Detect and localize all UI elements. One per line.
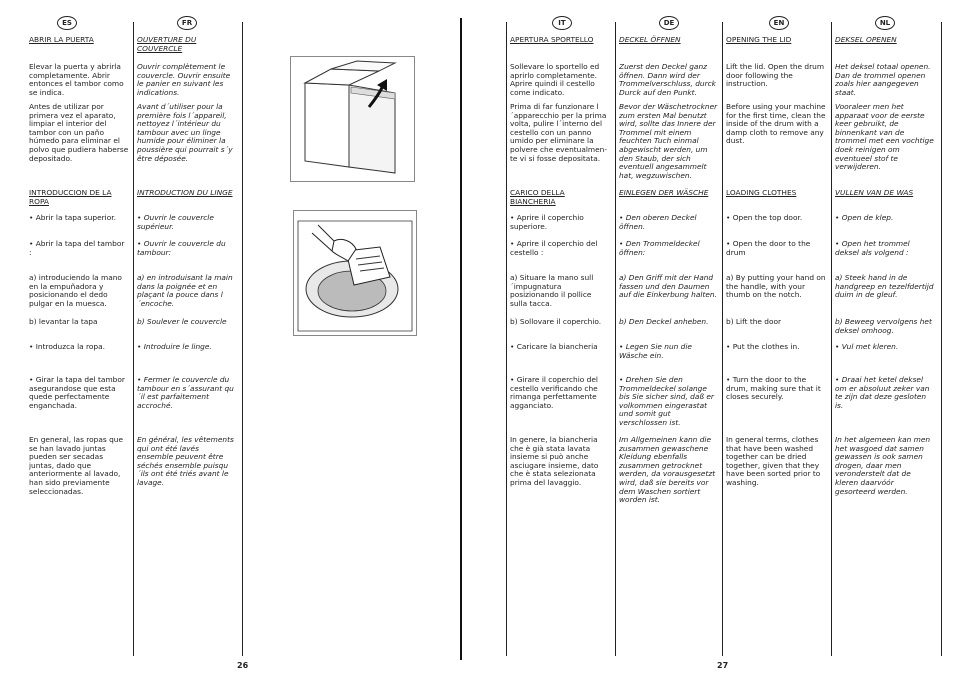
section-heading: OUVERTURE DU COUVERCLE bbox=[137, 35, 197, 53]
instruction-text: • Open het trommel deksel als volgend : bbox=[835, 239, 910, 257]
instruction-text: b) levantar la tapa bbox=[29, 317, 98, 326]
page-number-left: 26 bbox=[237, 661, 249, 670]
language-column bbox=[619, 0, 719, 660]
instruction-text: • Draai het ketel deksel om er absoluut zeker van te zijn dat deze gesloten is. bbox=[835, 375, 930, 410]
page-number-right: 27 bbox=[717, 661, 729, 670]
instruction-text: • Abrir la tapa del tambor : bbox=[29, 239, 125, 257]
section-heading: DECKEL ÖFFNEN bbox=[619, 35, 681, 44]
language-column bbox=[835, 0, 935, 660]
section-heading: LOADING CLOTHES bbox=[726, 188, 797, 197]
instruction-text: • Aprire il coperchio del cestello : bbox=[510, 239, 598, 257]
instruction-text: • Introduire le linge. bbox=[137, 342, 212, 351]
language-column bbox=[726, 0, 826, 660]
instruction-text: • Ouvrir le couvercle supérieur. bbox=[137, 213, 214, 231]
section-heading: ABRIR LA PUERTA bbox=[29, 35, 94, 44]
instruction-text: a) Steek hand in de handgreep en tezelfdertijd duim in de gleuf. bbox=[835, 273, 934, 300]
instruction-text: Before using your machine for the first time, clean the inside of the drum with a damp cloth to remove any dust. bbox=[726, 102, 826, 146]
language-badge: FR bbox=[177, 16, 197, 30]
language-column bbox=[137, 0, 237, 660]
section-heading: EINLEGEN DER WÄSCHE bbox=[619, 188, 709, 197]
instruction-text: b) Beweeg vervolgens het deksel omhoog. bbox=[835, 317, 932, 335]
lid-opening-illustration bbox=[290, 56, 415, 182]
instruction-text: Bevor der Wäschetrockner zum ersten Mal benutzt wird, sollte das Innere der Trommel mit einem feuchten Tuch einmal abgewischt werden, um den Staub, der sich eventuell angesammelt hat, wegzuwischen. bbox=[619, 102, 718, 180]
instruction-text: b) Sollovare il coperchio. bbox=[510, 317, 602, 326]
section-heading: CARICO DELLA BIANCHERIA bbox=[510, 188, 565, 206]
instruction-text: • Drehen Sie den Trommeldeckel solange bis Sie sicher sind, daß er volkommen eingerastat und somit gut verschlossen ist. bbox=[619, 375, 714, 427]
instruction-text: • Fermer le couvercle du tambour en s´assurant qu´il est parfaitement accroché. bbox=[137, 375, 234, 410]
instruction-text: Ouvrir complètement le couvercle. Ouvrir ensuite le panier en suivant les indications. bbox=[137, 62, 231, 97]
instruction-text: • Den oberen Deckel öffnen. bbox=[619, 213, 697, 231]
drum-hand-drawing bbox=[294, 211, 416, 335]
instruction-text: En général, les vêtements qui ont été lavés ensemble peuvent être séchés ensemble puisqu´ils ont été triés avant le lavage. bbox=[137, 435, 234, 487]
instruction-text: • Abrir la tapa superior. bbox=[29, 213, 116, 222]
language-badge: DE bbox=[659, 16, 679, 30]
instruction-text: Vooraleer men het apparaat voor de eerste keer gebruikt, de binnenkant van de trommel met een vochtige doek reinigen om eventueel stof te verwijderen. bbox=[835, 102, 934, 172]
column-divider bbox=[242, 22, 243, 656]
instruction-text: a) Den Griff mit der Hand fassen und den Daumen auf die Einkerbung halten. bbox=[619, 273, 717, 300]
language-column bbox=[29, 0, 129, 660]
section-heading: DEKSEL OPENEN bbox=[835, 35, 897, 44]
instruction-text: • Open the door to the drum bbox=[726, 239, 811, 257]
instruction-text: Lift the lid. Open the drum door following the instruction. bbox=[726, 62, 825, 89]
instruction-text: • Open de klep. bbox=[835, 213, 894, 222]
instruction-text: Prima di far funzionare l´apparecchio per la prima volta, pulire l´interno del cestello con un panno umido per eliminare la polvere che eventualmen-te vi si fosse depositata. bbox=[510, 102, 608, 163]
instruction-text: • Legen Sie nun die Wäsche ein. bbox=[619, 342, 692, 360]
column-divider bbox=[615, 22, 616, 656]
page-divider bbox=[460, 18, 462, 660]
instruction-text: • Girar la tapa del tambor asegurandose que esta quede perfectamente enganchada. bbox=[29, 375, 125, 410]
instruction-text: • Vul met kleren. bbox=[835, 342, 899, 351]
language-badge: IT bbox=[552, 16, 572, 30]
instruction-text: b) Soulever le couvercle bbox=[137, 317, 227, 326]
instruction-text: In het algemeen kan men het wasgoed dat samen gewassen is ook samen drogen, daar men veronderstelt dat de kleren daarvóór gesorteerd werden. bbox=[835, 435, 931, 496]
instruction-text: Avant d´utiliser pour la première fois l´appareil, nettoyez l´intérieur du tambour avec un linge humide pour éliminer la poussière qui pourrait s´y être déposée. bbox=[137, 102, 233, 163]
section-heading: APERTURA SPORTELLO bbox=[510, 35, 594, 44]
language-column bbox=[510, 0, 610, 660]
instruction-text: In genere, la biancheria che è già stata lavata insieme si può anche asciugare insieme, dato che è stata selezionata prima del lavaggio. bbox=[510, 435, 599, 487]
instruction-text: b) Lift the door bbox=[726, 317, 782, 326]
instruction-text: In general terms, clothes that have been washed together can be dried together, given that they have been sorted prior to washing. bbox=[726, 435, 821, 487]
instruction-text: Zuerst den Deckel ganz öffnen. Dann wird der Trommelverschluss, durck Durck auf den Punkt. bbox=[619, 62, 716, 97]
instruction-text: • Girare il coperchio del cestello verificando che rimanga perfettamente agganciato. bbox=[510, 375, 598, 410]
instruction-text: • Open the top door. bbox=[726, 213, 803, 222]
section-heading: VULLEN VAN DE WAS bbox=[835, 188, 914, 197]
instruction-text: a) By putting your hand on the handle, with your thumb on the notch. bbox=[726, 273, 826, 300]
instruction-text: Im Allgemeinen kann die zusammen gewaschene Kleidung ebenfalls zusammen getrocknet werden, da vorausgesetzt wird, daß sie bereits vor dem Waschen sortiert worden ist. bbox=[619, 435, 716, 505]
instruction-text: b) Den Deckel anheben. bbox=[619, 317, 709, 326]
instruction-text: Sollevare lo sportello ed aprirlo completamente. Aprire quindi il cestello come indicato. bbox=[510, 62, 600, 97]
instruction-text: a) introduciendo la mano en la empuñadora y posicionando el dedo pulgar en la muesca. bbox=[29, 273, 122, 308]
instruction-text: Antes de utilizar por primera vez el aparato, limpiar el interior del tambor con un paño húmedo para eliminar el polvo que pudiera haberse depositado. bbox=[29, 102, 129, 163]
column-divider bbox=[941, 22, 942, 656]
language-badge: NL bbox=[875, 16, 895, 30]
instruction-text: Elevar la puerta y abrirla completamente. Abrir entonces el tambor como se indica. bbox=[29, 62, 124, 97]
instruction-text: • Caricare la biancheria bbox=[510, 342, 598, 351]
section-heading: INTRODUCCION DE LA ROPA bbox=[29, 188, 112, 206]
section-heading: OPENING THE LID bbox=[726, 35, 792, 44]
column-divider bbox=[831, 22, 832, 656]
instruction-text: • Turn the door to the drum, making sure that it closes securely. bbox=[726, 375, 821, 402]
instruction-text: Het deksel totaal openen. Dan de trommel openen zoals hier aangegeven staat. bbox=[835, 62, 931, 97]
dryer-lid-drawing bbox=[291, 57, 414, 181]
instruction-text: • Aprire il coperchio superiore. bbox=[510, 213, 584, 231]
instruction-text: a) en introduisant la main dans la poignée et en plaçant la pouce dans l´encoche. bbox=[137, 273, 233, 308]
column-divider bbox=[506, 22, 507, 656]
instruction-text: • Put the clothes in. bbox=[726, 342, 800, 351]
column-divider bbox=[722, 22, 723, 656]
instruction-text: • Den Trommeldeckel öffnen: bbox=[619, 239, 700, 257]
instruction-text: • Ouvrir le couvercle du tambour: bbox=[137, 239, 226, 257]
instruction-text: En general, las ropas que se han lavado juntas pueden ser secadas juntas, dado que anteriormente al lavado, han sido previamente seleccionadas. bbox=[29, 435, 124, 496]
instruction-text: • Introduzca la ropa. bbox=[29, 342, 105, 351]
drum-loading-illustration bbox=[293, 210, 417, 336]
language-badge: ES bbox=[57, 16, 77, 30]
column-divider bbox=[133, 22, 134, 656]
instruction-text: a) Situare la mano sull´impugnatura posizionando il pollice sulla tacca. bbox=[510, 273, 594, 308]
language-badge: EN bbox=[769, 16, 789, 30]
section-heading: INTRODUCTION DU LINGE bbox=[137, 188, 233, 197]
